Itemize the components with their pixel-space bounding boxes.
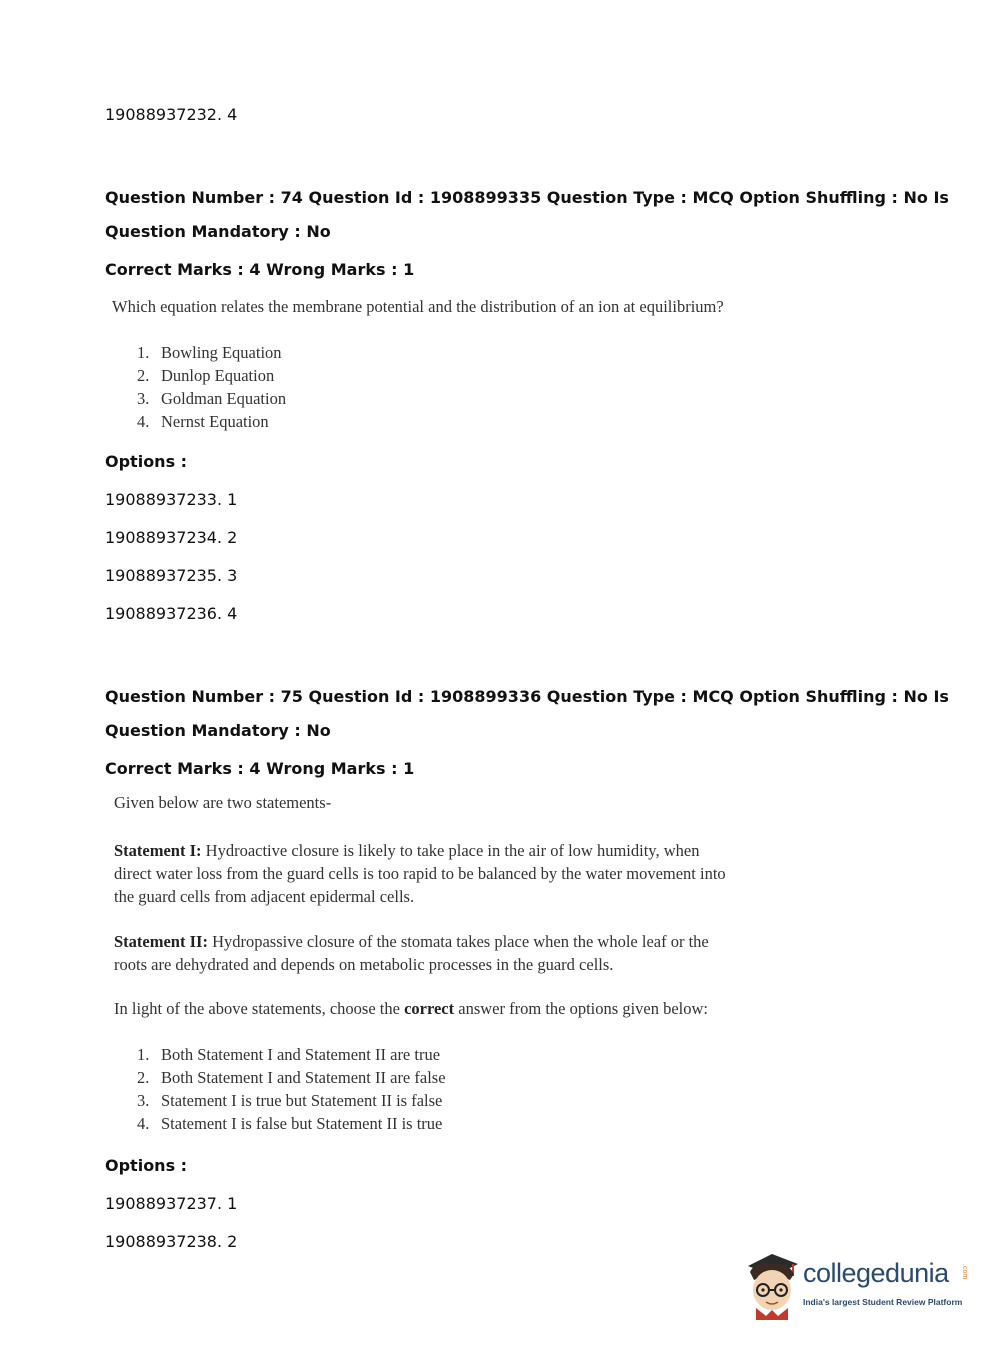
q74-question: Which equation relates the membrane potential and the distribution of an ion at equilibrium? (112, 297, 724, 316)
choice-item: 2. Both Statement I and Statement II are false (137, 1068, 446, 1087)
statement-2-text: Hydropassive closure of the stomata takes place when the whole leaf or the roots are dehydrated and depends on metabolic processes in the guard cells. (114, 932, 709, 974)
statement-1-text: Hydroactive closure is likely to take place in the air of low humidity, when direct water loss from the guard cells is too rapid to be balanced by the water movement into the guard cells from adjacent epidermal cells. (114, 841, 726, 906)
q74-marks: Correct Marks : 4 Wrong Marks : 1 (105, 260, 415, 279)
q75-option-2: 19088937238. 2 (105, 1232, 238, 1251)
q74-mandatory: Question Mandatory : No (105, 222, 331, 241)
q75-intro: Given below are two statements- (114, 793, 332, 812)
q75-instruction: In light of the above statements, choose the correct answer from the options given below: (114, 999, 709, 1018)
q75-statement-1 (114, 839, 734, 908)
collegedunia-logo (742, 1250, 972, 1320)
choice-item: 1. Bowling Equation (137, 343, 282, 362)
q74-option-2: 19088937234. 2 (105, 528, 238, 547)
q75-choices (137, 1043, 446, 1135)
choice-item: 3. Goldman Equation (137, 389, 287, 408)
q74-option-4: 19088937236. 4 (105, 604, 238, 623)
q74-option-1: 19088937233. 1 (105, 490, 238, 509)
q74-choices (137, 341, 286, 433)
q75-header: Question Number : 75 Question Id : 1908899336 Question Type : MCQ Option Shuffling : No Is (105, 687, 949, 706)
q75-options-label: Options : (105, 1156, 188, 1175)
statement-2-label: Statement II: (114, 932, 208, 951)
prev-option: 19088937232. 4 (105, 105, 238, 124)
q75-mandatory: Question Mandatory : No (105, 721, 331, 740)
choice-item: 4. Nernst Equation (137, 412, 269, 431)
choice-item: 2. Dunlop Equation (137, 366, 275, 385)
logo-com: .com (961, 1264, 968, 1280)
choice-item: 4. Statement I is false but Statement II is true (137, 1114, 443, 1133)
logo-wordmark: collegedunia (803, 1258, 949, 1288)
statement-1-label: Statement I: (114, 841, 202, 860)
q75-option-1: 19088937237. 1 (105, 1194, 238, 1213)
q75-statement-2 (114, 930, 734, 976)
logo-tagline: India's largest Student Review Platform (803, 1297, 963, 1307)
choice-item: 1. Both Statement I and Statement II are true (137, 1045, 441, 1064)
mascot-icon (742, 1250, 802, 1320)
q75-marks: Correct Marks : 4 Wrong Marks : 1 (105, 759, 415, 778)
choice-item: 3. Statement I is true but Statement II is false (137, 1091, 443, 1110)
q74-options-label: Options : (105, 452, 188, 471)
q74-header: Question Number : 74 Question Id : 1908899335 Question Type : MCQ Option Shuffling : No Is (105, 188, 949, 207)
q74-option-3: 19088937235. 3 (105, 566, 238, 585)
